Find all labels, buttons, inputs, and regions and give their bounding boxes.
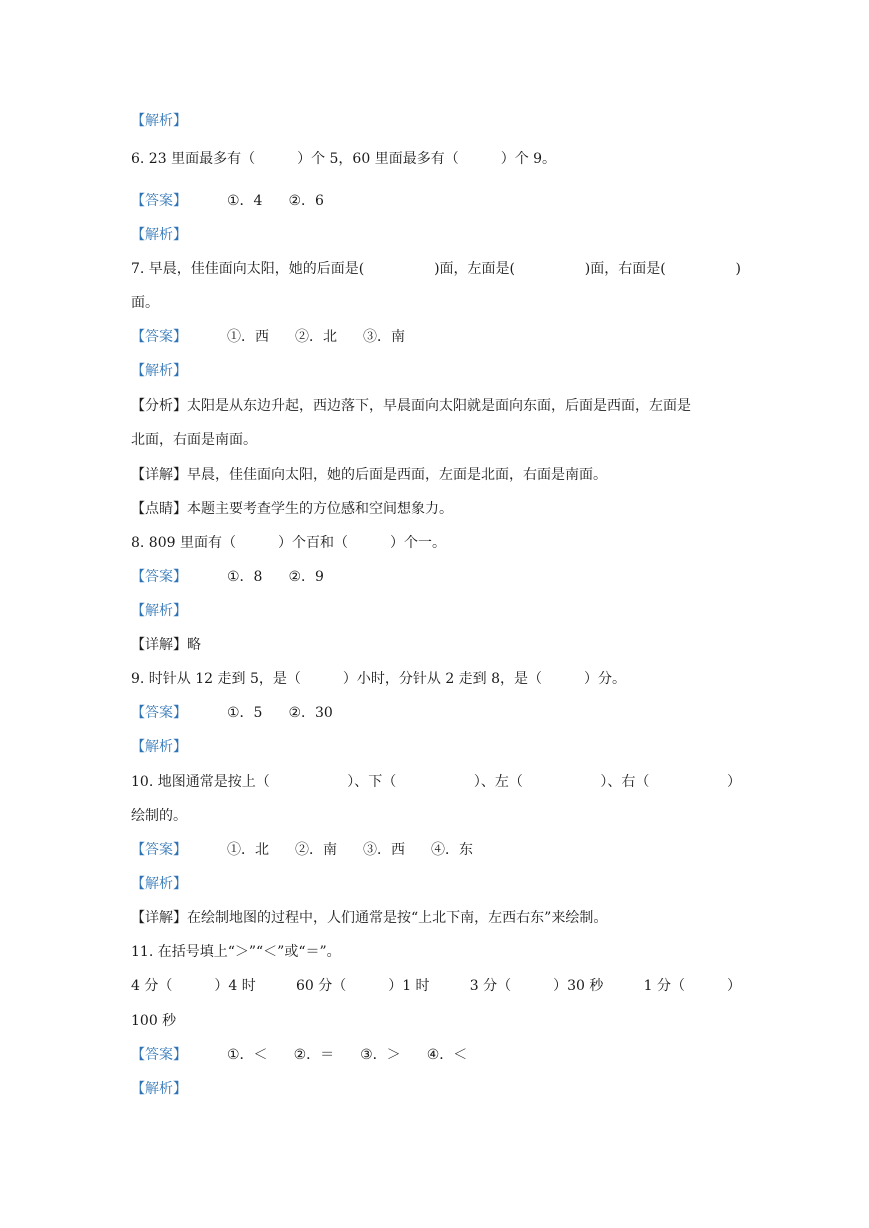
q7-analysis-tag: 【解析】: [131, 363, 187, 379]
q7-answer-tag: 【答案】: [131, 329, 187, 345]
q7-stem-part-2: )面，左面是(: [434, 261, 515, 277]
q7-answer-1: ①．西: [227, 329, 269, 345]
q9-stem: 9. 时针从 12 走到 5，是（ ）小时，分针从 2 走到 8，是（ ）分。: [131, 671, 627, 687]
q6-answer-row: [131, 191, 741, 211]
q11-answer-2: ②．＝: [293, 1047, 335, 1063]
q9-answer-tag: 【答案】: [131, 705, 187, 721]
q11-answer-4: ④．＜: [426, 1047, 468, 1063]
q8-xiangjie-tag: 【详解】: [131, 637, 187, 653]
q11-items: [131, 976, 741, 996]
q10-stem-part-5: ）: [726, 774, 741, 790]
q8-answer-tag: 【答案】: [131, 569, 187, 585]
q10-answer-1: ①．北: [227, 842, 269, 858]
q7-answer-row: [131, 327, 741, 347]
q7-stem-part-1: 7. 早晨，佳佳面向太阳，她的后面是(: [131, 261, 365, 277]
q8-answer-2: ②．9: [288, 569, 324, 585]
q6-answer-2: ②．6: [288, 193, 324, 209]
q10-stem: [131, 772, 741, 792]
q10-stem-part-1: 10. 地图通常是按上（: [131, 774, 270, 790]
q10-stem-part-3: ）、左（: [473, 774, 523, 790]
q6-analysis-tag: 【解析】: [131, 227, 187, 243]
q8-stem: 8. 809 里面有（ ）个百和（ ）个一。: [131, 535, 446, 551]
q11-item-2: 60 分（ ）1 时: [295, 978, 430, 994]
q11-item-4: 1 分（ ）: [643, 978, 741, 994]
q7-stem-continued: 面。: [131, 295, 159, 311]
q11-item-3: 3 分（ ）30 秒: [469, 978, 604, 994]
q10-answer-row: [131, 840, 741, 860]
q7-xiangjie-tag: 【详解】: [131, 467, 187, 483]
q9-answer-2: ②．30: [288, 705, 333, 721]
q11-stem: 11. 在括号填上“＞”“＜”或“＝”。: [131, 944, 341, 960]
q11-item-1: 4 分（ ）4 时: [131, 978, 256, 994]
q7-stem: [131, 259, 741, 279]
q11-items-continued: 100 秒: [131, 1013, 177, 1029]
q8-analysis-tag: 【解析】: [131, 603, 187, 619]
q10-answer-tag: 【答案】: [131, 842, 187, 858]
q10-stem-part-4: ）、右（: [600, 774, 650, 790]
q10-xiangjie-tag: 【详解】: [131, 910, 187, 926]
q11-answer-tag: 【答案】: [131, 1047, 187, 1063]
q7-stem-part-3: )面，右面是(: [584, 261, 666, 277]
q7-answer-2: ②．北: [295, 329, 337, 345]
q11-answer-row: [131, 1045, 741, 1065]
q11-analysis-tag: 【解析】: [131, 1081, 187, 1097]
q6-answer-1: ①．4: [227, 193, 263, 209]
q7-fenxi-tag: 【分析】: [131, 398, 187, 414]
q7-stem-part-4: ): [735, 261, 741, 277]
q9-answer-1: ①．5: [227, 705, 263, 721]
q10-stem-continued: 绘制的。: [131, 808, 187, 824]
q9-answer-row: [131, 703, 741, 723]
q9-analysis-tag: 【解析】: [131, 739, 187, 755]
q7-xiangjie-text: 早晨，佳佳面向太阳，她的后面是西面，左面是北面，右面是南面。: [187, 467, 607, 483]
q10-answer-4: ④．东: [431, 842, 473, 858]
q7-xiangjie: [131, 465, 741, 485]
q11-answer-1: ①．＜: [227, 1047, 268, 1063]
q7-fenxi-text-1: 太阳是从东边升起，西边落下，早晨面向太阳就是面向东面，后面是西面，左面是: [187, 398, 691, 414]
q7-fenxi-line-1: [131, 396, 741, 416]
q10-analysis-tag: 【解析】: [131, 876, 187, 892]
q7-dianjing-tag: 【点睛】: [131, 501, 187, 517]
q10-xiangjie-text: 在绘制地图的过程中，人们通常是按“上北下南，左西右东”来绘制。: [187, 910, 608, 926]
q7-dianjing-text: 本题主要考查学生的方位感和空间想象力。: [187, 501, 453, 517]
q10-answer-3: ③．西: [363, 842, 405, 858]
q6-answer-tag: 【答案】: [131, 193, 187, 209]
q7-dianjing: [131, 499, 741, 519]
q10-xiangjie: [131, 908, 741, 928]
q10-stem-part-2: ）、下（: [347, 774, 397, 790]
q8-xiangjie-text: 略: [187, 637, 201, 653]
q8-xiangjie: [131, 635, 741, 655]
q6-stem: 6. 23 里面最多有（ ）个 5，60 里面最多有（ ）个 9。: [131, 151, 557, 167]
q8-answer-1: ①．8: [227, 569, 263, 585]
q7-answer-3: ③．南: [363, 329, 405, 345]
q5-analysis-tag: 【解析】: [131, 113, 187, 129]
q8-answer-row: [131, 567, 741, 587]
q11-answer-3: ③．＞: [360, 1047, 401, 1063]
q10-answer-2: ②．南: [295, 842, 337, 858]
q7-fenxi-text-2: 北面，右面是南面。: [131, 432, 257, 448]
